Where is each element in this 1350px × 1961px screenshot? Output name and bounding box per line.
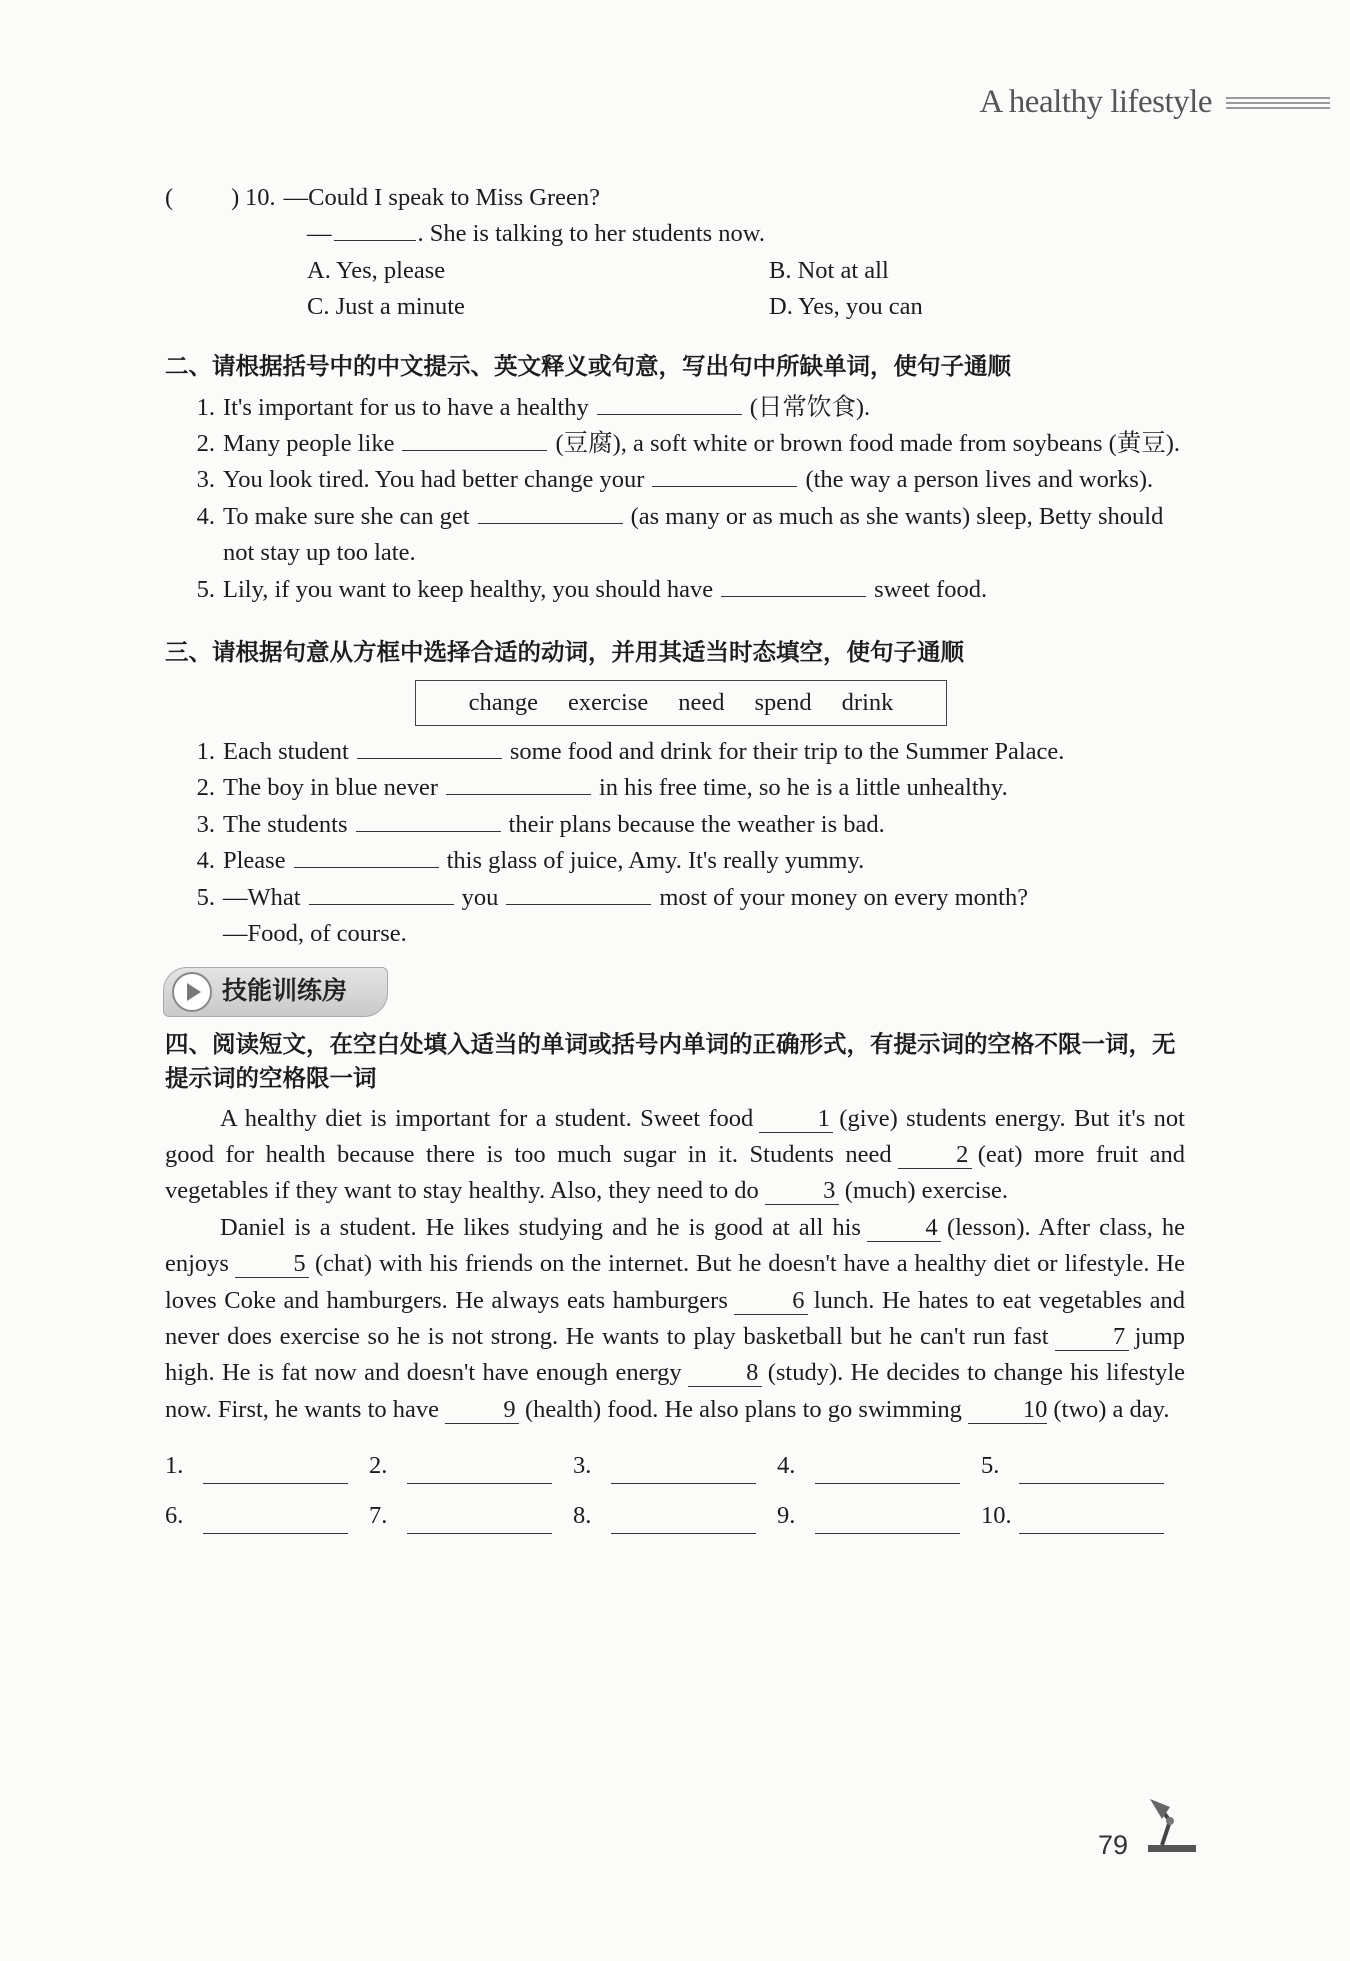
word-box — [415, 680, 947, 726]
answer-line[interactable] — [203, 1507, 348, 1534]
answer-line[interactable] — [611, 1457, 756, 1484]
list-item: 1. It's important for us to have a healthy (日常饮食). — [196, 393, 871, 421]
option-d[interactable]: D. Yes, you can — [769, 293, 923, 321]
answer-blank[interactable] — [721, 574, 866, 597]
list-item: 1. Each student some food and drink for their trip to the Summer Palace. — [196, 738, 1065, 766]
word-option: exercise — [567, 688, 649, 716]
play-icon — [172, 972, 212, 1012]
passage-blank[interactable]: 9 — [445, 1397, 519, 1424]
skill-training-banner — [163, 967, 388, 1017]
question-number: 10. — [245, 184, 276, 211]
answer-slot: 2. — [369, 1434, 573, 1484]
header-title: A healthy lifestyle — [979, 84, 1212, 120]
section-2-title: 二、请根据括号中的中文提示、英文释义或句意，写出句中所缺单词，使句子通顺 — [165, 351, 1011, 380]
banner-label: 技能训练房 — [222, 976, 348, 1006]
list-item: 5. —What you most of your money on every month? —Food, of course. — [196, 883, 1029, 948]
passage-paragraph-2: Daniel is a student. He likes studying and he is good at all his 4 (lesson). After class, he enjoys 5 (chat) with his friends on the internet. But he doesn't have a healthy diet or lifestyle. He loves Coke and hamburgers. He always eats hamburgers 6 lunch. He hates to eat vegetables and never does exercise so he is not strong. He wants to play basketball but he can't run fast 7 jump high. He is fat now and doesn't have enough energy 8 (study). He decides to change his lifestyle now. First, he wants to have 9 (health) food. He also plans to go swimming 10 (two) a day. — [165, 1213, 1185, 1423]
list-item: 3. The students their plans because the weather is bad. — [196, 810, 885, 838]
answer-line[interactable] — [611, 1507, 756, 1534]
answer-slot: 7. — [369, 1484, 573, 1534]
answer-slot: 1. — [165, 1434, 369, 1484]
section-2-items — [165, 390, 1185, 608]
options-row-2 — [165, 289, 1185, 325]
answer-line[interactable] — [1019, 1507, 1164, 1534]
word-option: drink — [841, 688, 894, 716]
list-item: 3. You look tired. You had better change your (the way a person lives and works). — [196, 466, 1154, 494]
question-reply: — . She is talking to her students now. — [307, 220, 766, 248]
answer-blank[interactable] — [309, 882, 454, 905]
answer-blank[interactable] — [334, 218, 416, 241]
passage-blank[interactable]: 8 — [688, 1360, 762, 1387]
options-row-1 — [165, 253, 1185, 289]
list-item: 4. Please this glass of juice, Amy. It's really yummy. — [196, 847, 865, 875]
answer-row-1 — [165, 1434, 1185, 1484]
section-3-title: 三、请根据句意从方框中选择合适的动词，并用其适当时态填空，使句子通顺 — [165, 638, 964, 667]
answer-blank[interactable] — [478, 501, 623, 524]
answer-blank[interactable] — [652, 464, 797, 487]
passage-blank[interactable]: 3 — [765, 1178, 839, 1205]
passage-blank[interactable]: 4 — [867, 1215, 941, 1242]
word-option: spend — [754, 688, 812, 716]
answer-line[interactable] — [407, 1457, 552, 1484]
answer-slot: 10. — [981, 1484, 1185, 1534]
answer-blank[interactable] — [597, 392, 742, 415]
word-option: change — [468, 688, 538, 716]
question-10 — [165, 180, 1185, 326]
option-c[interactable]: C. Just a minute — [307, 293, 465, 321]
desk-lamp-icon — [1140, 1795, 1204, 1855]
answer-line[interactable] — [815, 1507, 960, 1534]
answer-blank[interactable] — [446, 772, 591, 795]
passage-blank[interactable]: 2 — [898, 1142, 972, 1169]
question-text: —Could I speak to Miss Green? — [283, 184, 601, 211]
section-4-title: 四、阅读短文，在空白处填入适当的单词或括号内单词的正确形式，有提示词的空格不限一词，无提示词的空格限一词 — [165, 1029, 1176, 1092]
answer-blank[interactable] — [294, 845, 439, 868]
page-number: 79 — [1098, 1830, 1129, 1860]
passage-paragraph-1: A healthy diet is important for a student. Sweet food 1 (give) students energy. But it's not good for health because there is too much sugar in it. Students need 2 (eat) more fruit and vegetables if they want to stay healthy. Also, they need to do 3 (much) exercise. — [165, 1104, 1185, 1205]
answer-slot: 5. — [981, 1434, 1185, 1484]
answer-slot: 3. — [573, 1434, 777, 1484]
answer-row-2 — [165, 1484, 1185, 1534]
list-item: 5. Lily, if you want to keep healthy, you should have sweet food. — [196, 575, 988, 603]
passage-blank[interactable]: 1 — [759, 1106, 833, 1133]
answer-slot: 4. — [777, 1434, 981, 1484]
answer-line[interactable] — [1019, 1457, 1164, 1484]
passage-blank[interactable]: 7 — [1055, 1324, 1129, 1351]
section-3-items — [165, 734, 1185, 952]
passage-blank[interactable]: 5 — [235, 1251, 309, 1278]
option-b[interactable]: B. Not at all — [769, 256, 889, 284]
list-item: 2. Many people like (豆腐), a soft white or brown food made from soybeans (黄豆). — [196, 430, 1181, 458]
option-a[interactable]: A. Yes, please — [307, 256, 446, 284]
answer-line[interactable] — [407, 1507, 552, 1534]
answer-paren[interactable]: ( ) — [165, 184, 240, 211]
passage-blank[interactable]: 10 — [968, 1397, 1048, 1424]
answer-line[interactable] — [815, 1457, 960, 1484]
passage-blank[interactable]: 6 — [734, 1288, 808, 1315]
list-item: 2. The boy in blue never in his free time, so he is a little unhealthy. — [196, 774, 1008, 802]
answer-blank[interactable] — [356, 809, 501, 832]
answer-slot: 8. — [573, 1484, 777, 1534]
answer-blank[interactable] — [506, 882, 651, 905]
page-content — [165, 180, 1185, 1534]
list-item: 4. To make sure she can get (as many or as much as she wants) sleep, Betty should not stay up too late. — [196, 502, 1164, 567]
header-decoration — [1226, 94, 1330, 112]
answer-blank[interactable] — [357, 736, 502, 759]
answer-blank[interactable] — [402, 428, 547, 451]
answer-line[interactable] — [203, 1457, 348, 1484]
answer-slot: 6. — [165, 1484, 369, 1534]
word-option: need — [678, 688, 725, 716]
page-header — [980, 84, 1330, 121]
answer-slot: 9. — [777, 1484, 981, 1534]
